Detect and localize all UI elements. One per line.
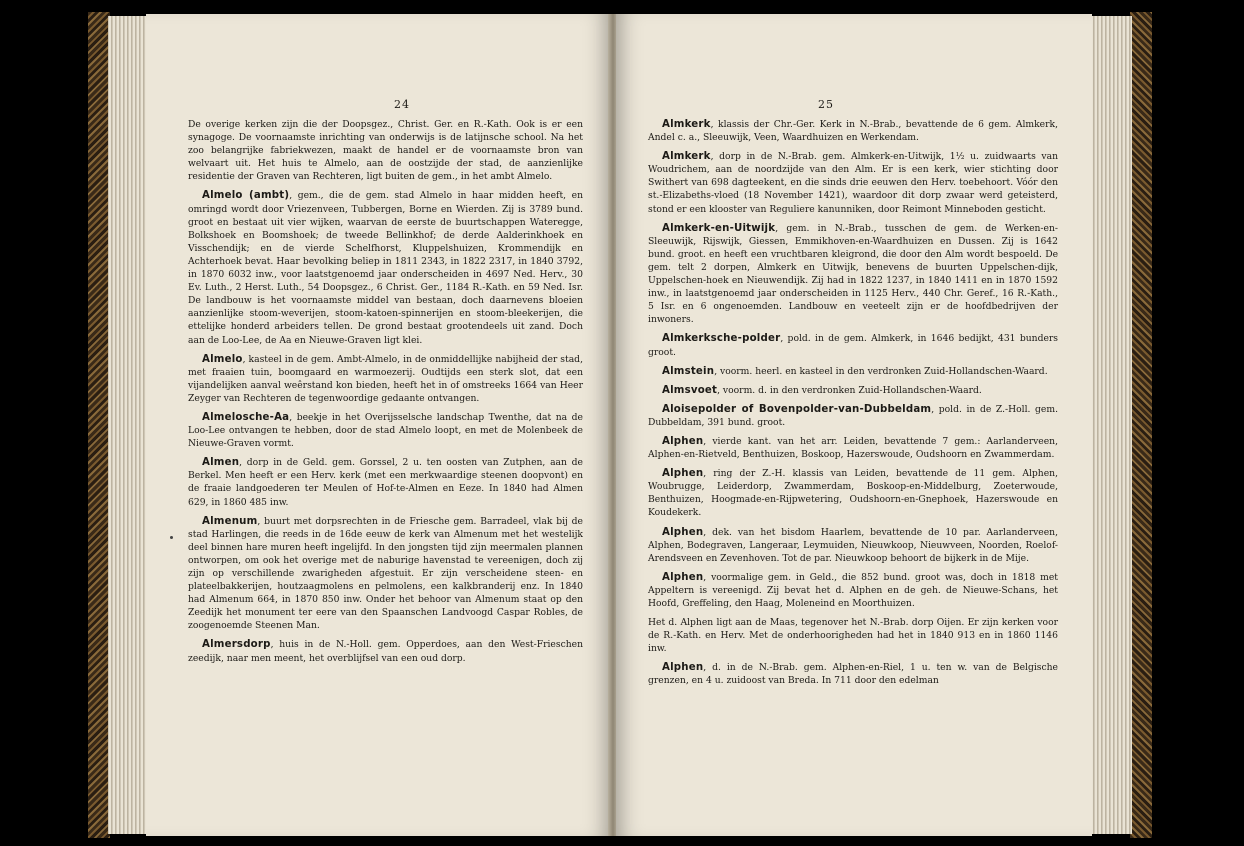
entry-paragraph (648, 661, 1058, 687)
entry-paragraph (188, 118, 583, 183)
entry-headword: Almen (202, 457, 240, 469)
entry-paragraph (648, 616, 1058, 655)
entry-headword: Almkerk-en-Uitwijk (662, 222, 776, 234)
entry-headword: Aloisepolder of Bovenpolder-van-Dubbeldam (662, 403, 932, 415)
entry-headword: Almelosche-Aa (202, 411, 290, 423)
entry-body: , pold. in de Z.-Holl. gem. Dubbeldam, 391 bund. groot. (648, 403, 1058, 428)
page-number: 25 (818, 98, 834, 111)
entry-headword: Almkerksche-polder (662, 333, 781, 345)
entry-headword: Almkerk (662, 151, 711, 163)
book-binding-right (1130, 12, 1152, 838)
entry-paragraph (188, 411, 583, 450)
ink-mark (170, 536, 173, 539)
entry-headword: Almstein (662, 365, 715, 377)
entry-headword: Almenum (202, 515, 258, 527)
entry-headword: Alphen (662, 571, 704, 583)
entry-body: , voorm. heerl. en kasteel in den verdronken Zuid-Hollandschen-Waard. (714, 365, 1048, 377)
entry-body: , gem. in N.-Brab., tusschen de gem. de Werken-en-Sleeuwijk, Rijswijk, Giessen, Emmikhoven-en-Waardhuizen en Dussen. Zij is 1642 bund. groot. en heeft een vruchtbaren kleigrond, die door den Alm wordt bespoeld. De gem. telt 2 dorpen, Almkerk en Uitwijk, benevens de buurten Uppelschen-dijk, Uppelschen-hoek en Nieuwendijk. Zij had in 1822 1237, in 1840 1411 en in 1870 1592 inw., in laatstgenoemd jaar onderscheiden in 1125 Herv., 440 Chr. Geref., 16 R.-Kath., 5 Isr. en 6 ongenoemden. Landbouw en veeteelt zijn er de hoofdbedrijven der inwoners. (648, 222, 1058, 326)
book-binding-left (88, 12, 110, 838)
entry-paragraph (648, 467, 1058, 519)
entry-paragraph (648, 403, 1058, 429)
entry-paragraph (188, 456, 583, 508)
entry-body: , vierde kant. van het arr. Leiden, bevattende 7 gem.: Aarlanderveen, Alphen-en-Rietveld, Benthuizen, Boskoop, Hazerswoude, Oudshoorn en Zwammerdam. (648, 435, 1058, 461)
entry-paragraph (648, 435, 1058, 461)
entry-paragraph (188, 353, 583, 405)
entry-body: , voormalige gem. in Geld., die 852 bund. groot was, doch in 1818 met Appeltern is vereenigd. Zij bevat het d. Alphen en de geh. de Nieuwe-Schans, het Hoofd, Greffeling, den Haag, Moleneind en Moorthuizen. (648, 571, 1058, 609)
entry-body: , d. in de N.-Brab. gem. Alphen-en-Riel, 1 u. ten w. van de Belgische grenzen, en 4 u. zuidoost van Breda. In 711 door den edelman (648, 662, 1058, 687)
entry-paragraph (648, 118, 1058, 144)
page-number: 24 (394, 98, 410, 111)
entry-headword: Alphen (662, 435, 704, 447)
entry-paragraph (648, 571, 1058, 610)
page-text (648, 118, 1058, 694)
entry-body: , dorp in de N.-Brab. gem. Almkerk-en-Uitwijk, 1½ u. zuidwaarts van Woudrichem, aan de noordzijde van den Alm. Er is een kerk, wier stichting door Swithert van 698 dagteekent, en die sinds drie eeuwen den Herv. toebehoort. Vóór den st.-Elizabeths-vloed (18 November 1421), waardoor dit dorp zwaar werd geteisterd, stond er een klooster van Reguliere kanunniken, door Reimont Minneboden gesticht. (648, 151, 1058, 215)
entry-paragraph (648, 332, 1058, 358)
entry-body: , dorp in de Geld. gem. Gorssel, 2 u. ten oosten van Zutphen, aan de Berkel. Men heeft er een Herv. kerk (met een merkwaardige steenen doopvont) en de fraaie landgoederen ter Meulen of Hof-te-Almen en Eeze. In 1840 had Almen 629, in 1860 485 inw. (188, 457, 583, 508)
entry-body: , ring der Z.-H. klassis van Leiden, bevattende de 11 gem. Alphen, Woubrugge, Leiderdorp, Zwammerdam, Boskoop-en-Middelburg, Zoeterwoude, Benthuizen, Hoogmade-en-Rijpwetering, Oudshoorn-en-Gnephoek, Hazerswoude en Koudekerk. (648, 468, 1058, 519)
entry-paragraph (188, 638, 583, 664)
entry-headword: Almkerk (662, 119, 711, 130)
entry-paragraph (648, 150, 1058, 215)
entry-body: , huis in de N.-Holl. gem. Opperdoes, aan den West-Frieschen zeedijk, naar men meent, het overblijfsel van een oud dorp. (188, 639, 583, 664)
entry-body: , dek. van het bisdom Haarlem, bevattende de 10 par. Aarlanderveen, Alphen, Bodegraven, Langeraar, Leymuiden, Nieuwkoop, Nieuwveen, Noorden, Roelof-Arendsveen en Zevenhoven. Tot de par. Nieuwkoop behoort de bijkerk in de Mije. (648, 526, 1058, 564)
entry-body: De overige kerken zijn die der Doopsgez., Christ. Ger. en R.-Kath. Ook is er een synagoge. De voornaamste inrichting van onderwijs is de latijnsche school. Na het zoo belangrijke fabriekwezen, maakt de handel er de voornaamste bron van welvaart uit. Het huis te Almelo, aan de oostzijde der stad, de aanzienlijke residentie der Graven van Rechteren, ligt buiten de gem., in het ambt Almelo. (188, 119, 583, 183)
entry-paragraph (648, 384, 1058, 397)
page-text (188, 118, 583, 671)
entry-body: , pold. in de gem. Almkerk, in 1646 bedijkt, 431 bunders groot. (648, 333, 1058, 358)
entry-paragraph (188, 515, 583, 633)
entry-headword: Alphen (662, 662, 704, 674)
entry-body: , kasteel in de gem. Ambt-Almelo, in de onmiddellijke nabijheid der stad, met fraaien tuin, boomgaard en warmoezerij. Oudtijds een sterk slot, dat een vijandelijken aanval weêrstand kon bieden, heeft het in of omstreeks 1664 van Heer Zeyger van Rechteren de tegenwoordige gedaante ontvangen. (188, 353, 583, 404)
entry-body: Het d. Alphen ligt aan de Maas, tegenover het N.-Brab. dorp Oijen. Er zijn kerken voor de R.-Kath. en Herv. Met de onderhoorigheden had het in 1840 913 en in 1860 1146 inw. (648, 617, 1058, 655)
entry-headword: Alphen (662, 526, 704, 538)
entry-body: , voorm. d. in den verdronken Zuid-Hollandschen-Waard. (717, 384, 982, 396)
right-page (616, 14, 1092, 836)
entry-headword: Alphen (662, 468, 704, 480)
entry-body: , klassis der Chr.-Ger. Kerk in N.-Brab., bevattende de 6 gem. Almkerk, Andel c. a., Sleeuwijk, Veen, Waardhuizen en Werkendam. (648, 119, 1058, 144)
entry-paragraph (648, 365, 1058, 378)
entry-headword: Almelo (ambt) (202, 190, 290, 202)
page-edges-right (1090, 16, 1132, 834)
entry-headword: Almsvoet (662, 384, 718, 396)
entry-body: , buurt met dorpsrechten in de Friesche gem. Barradeel, vlak bij de stad Harlingen, die reeds in de 16de eeuw de kerk van Almenum met het westelijk deel binnen hare muren heeft ingelijfd. In den jongsten tijd zijn meermalen plannen ontworpen, om ook het overige met de naburige havenstad te vereenigen, doch zij zijn op verschillende zwarigheden afgestuit. Er zijn verscheidene steen- en plateelbakkerijen, houtzaagmolens en pelmolens, een kalkbranderij enz. In 1840 had Almenum 664, in 1870 850 inw. Onder het behoor van Almenum staat op den Zeedijk het monument ter eere van den Spaanschen Landvoogd Caspar Robles, de zoogenoemde Steenen Man. (188, 515, 583, 632)
page-edges-left (108, 16, 148, 834)
entry-body: , beekje in het Overijsselsche landschap Twenthe, dat na de Loo-Lee ontvangen te hebben, door de stad Almelo loopt, en met de Molenbeek de Nieuwe-Graven vormt. (188, 411, 583, 450)
entry-headword: Almelo (202, 353, 243, 365)
entry-paragraph (648, 222, 1058, 327)
entry-paragraph (188, 189, 583, 346)
entry-body: , gem., die de gem. stad Almelo in haar midden heeft, en omringd wordt door Vriezenveen, Tubbergen, Borne en Wierden. Zij is 3789 bund. groot en bestaat uit vier wijken, waarvan de eerste de buurtschappen Wateregge, Bolkshoek en Boomshoek; de tweede Bellinkhof; de derde Aalderinkhoek en Visschendijk; en de vierde Schelfhorst, Kluppelshuizen, Krommendijk en Achterhoek bevat. Haar bevolking beliep in 1811 2343, in 1822 2317, in 1840 3792, in 1870 6032 inw., voor laatstgenoemd jaar onderscheiden in 4697 Ned. Herv., 30 Ev. Luth., 2 Herst. Luth., 54 Doopsgez., 6 Christ. Ger., 1184 R.-Kath. en 59 Ned. Isr. De landbouw is het voornaamste middel van bestaan, doch daarnevens bloeien aanzienlijke stoom-weverijen, stoom-katoen-spinnerijen en stoom-bleekerijen, die ettelijke honderd arbeiders tellen. De grond bestaat grootendeels uit zand. Doch aan de Loo-Lee, de Aa en Nieuwe-Graven ligt klei. (188, 190, 583, 346)
entry-headword: Almersdorp (202, 639, 271, 651)
left-page (146, 14, 610, 836)
entry-paragraph (648, 526, 1058, 565)
